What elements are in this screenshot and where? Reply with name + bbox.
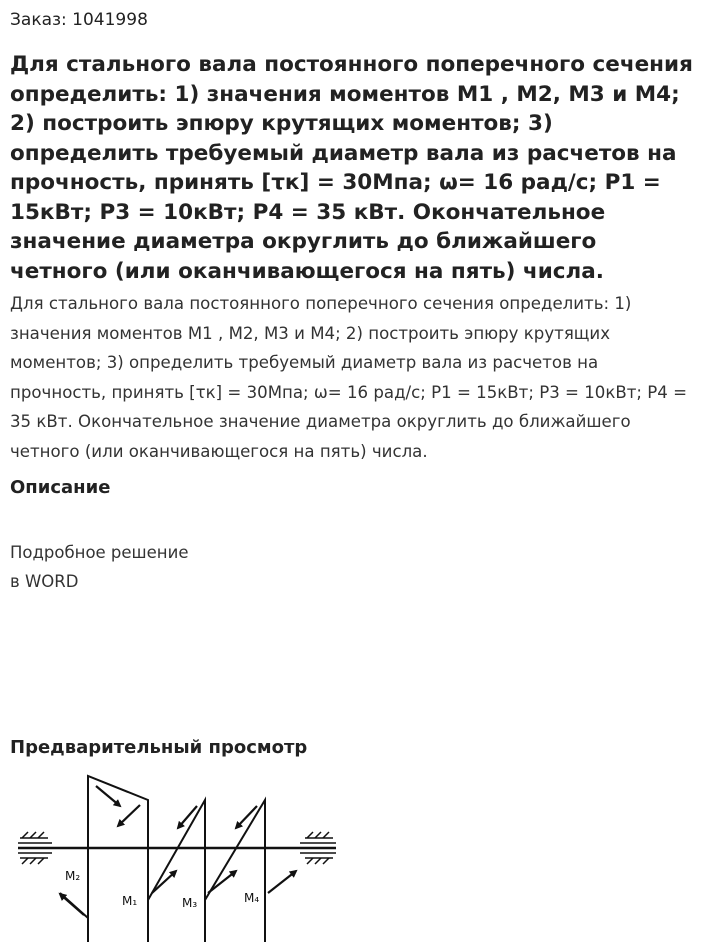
torque-arrows [60, 786, 296, 915]
description-line-2: в WORD [10, 572, 79, 591]
description-text [10, 538, 188, 596]
task-title: Для стального вала постоянного поперечного сечения определить: 1) значения моментов М1 , М2, М3 и М4; 2) построить эпюру крутящих моментов; 3) определить требуемый диаметр вала из расчетов на прочность, принять [τк] = 30Мпа; ω= 16 рад/с; Р1 = 15кВт; Р3 = 10кВт; Р4 = 35 кВт. Окончательное значение диаметра округлить до ближайшего четного (или оканчивающегося на пять) числа. [10, 52, 693, 284]
description-line-1: Подробное решение [10, 543, 189, 562]
label-m4: M₄ [244, 891, 260, 905]
label-m2: M₂ [65, 869, 81, 883]
label-m1: M₁ [122, 894, 138, 908]
label-m3: M₃ [182, 896, 198, 910]
description-heading: Описание [10, 477, 111, 498]
order-number: Заказ: 1041998 [10, 10, 148, 30]
preview-diagram [0, 770, 360, 942]
task-description: Для стального вала постоянного поперечного сечения определить: 1) значения моментов М1 , М2, М3 и М4; 2) построить эпюру крутящих моментов; 3) определить требуемый диаметр вала из расчетов на прочность, принять [τк] = 30Мпа; ω= 16 рад/с; Р1 = 15кВт; Р3 = 10кВт; Р4 = 35 кВт. Окончательное значение диаметра округлить до ближайшего четного (или оканчивающегося на пять) числа. [10, 294, 688, 461]
preview-heading: Предварительный просмотр [10, 737, 308, 758]
torque-diagram [60, 776, 265, 942]
